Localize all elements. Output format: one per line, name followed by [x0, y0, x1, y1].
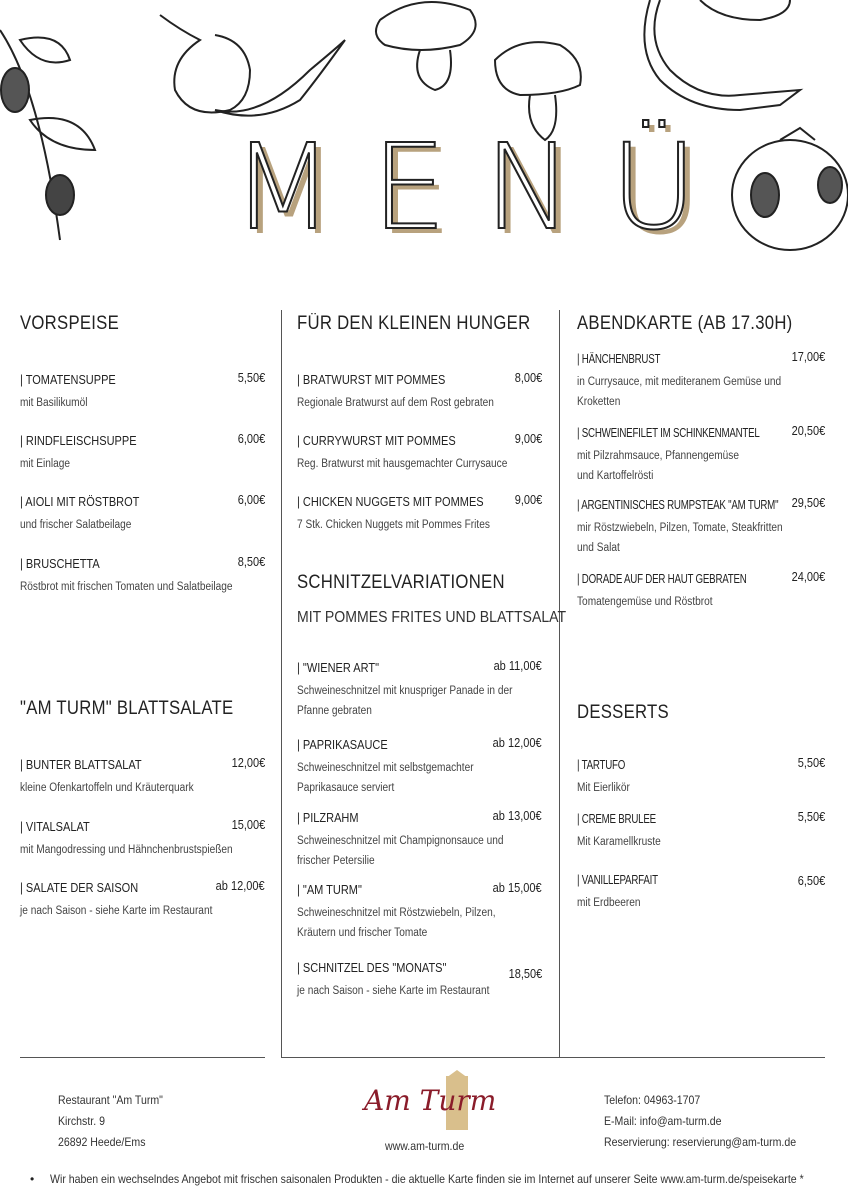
item-price: ab 12,00€	[216, 879, 265, 893]
menu-item	[297, 881, 542, 943]
item-desc: mit Mangodressing und Hähnchenbrustspießen	[20, 844, 233, 856]
item-name: | TOMATENSUPPE	[20, 373, 116, 387]
footer-address	[58, 1090, 163, 1153]
desc-line: Schweineschnitzel mit selbstgemachter	[297, 762, 474, 774]
item-name: | CURRYWURST MIT POMMES	[297, 434, 456, 448]
email[interactable]: E-Mail: info@am-turm.de	[604, 1114, 722, 1128]
item-price: 9,00€	[514, 493, 542, 507]
item-name: | DORADE AUF DER HAUT GEBRATEN	[577, 572, 747, 586]
item-name: | SALATE DER SAISON	[20, 881, 139, 895]
item-price: 24,00€	[791, 570, 825, 584]
footer-note: Wir haben ein wechselndes Angebot mit frischen saisonalen Produkten - die aktuelle Karte finden sie im Internet auf unserer Seite www.am-turm.de/speisekarte *	[50, 1172, 804, 1186]
item-name: | SCHWEINEFILET IM SCHINKENMANTEL	[577, 426, 760, 440]
section-heading: FÜR DEN KLEINEN HUNGER	[297, 313, 531, 334]
reservation-email[interactable]: Reservierung: reservierung@am-turm.de	[604, 1135, 797, 1149]
section-subheading: MIT POMMES FRITES UND BLATTSALAT	[297, 609, 567, 626]
item-desc: 7 Stk. Chicken Nuggets mit Pommes Frites	[297, 519, 490, 531]
item-price: 12,00€	[231, 756, 265, 770]
item-name: | "AM TURM"	[297, 883, 362, 897]
item-desc	[577, 446, 823, 486]
desc-line: Schweineschnitzel mit Röstzwiebeln, Pilzen,	[297, 907, 496, 919]
item-name: | RINDFLEISCHSUPPE	[20, 434, 137, 448]
item-price: 17,00€	[791, 350, 825, 364]
menu-item	[297, 736, 542, 798]
column-divider	[281, 310, 282, 1058]
menu-item	[20, 432, 265, 474]
item-price: 8,00€	[514, 371, 542, 385]
item-price: 8,50€	[237, 555, 265, 569]
item-desc: mit Einlage	[20, 458, 71, 470]
address-line: Restaurant "Am Turm"	[58, 1093, 163, 1107]
menu-item	[20, 555, 265, 597]
desc-line: Schweineschnitzel mit knuspriger Panade in der	[297, 685, 513, 697]
item-name: | ARGENTINISCHES RUMPSTEAK "AM TURM"	[577, 498, 779, 512]
desc-line: Paprikasauce serviert	[297, 782, 395, 794]
item-name: | SCHNITZEL DES "MONATS"	[297, 961, 447, 975]
menu-item	[297, 432, 542, 474]
item-name: | CREME BRULEE	[577, 812, 656, 826]
item-price: 6,00€	[237, 493, 265, 507]
item-name: | HÄNCHENBRUST	[577, 352, 661, 366]
menu-item	[577, 810, 825, 852]
item-desc: Mit Eierlikör	[577, 782, 630, 794]
item-name: | PAPRIKASAUCE	[297, 738, 388, 752]
item-name: | VANILLEPARFAIT	[577, 873, 658, 887]
item-price: 20,50€	[791, 424, 825, 438]
desc-line: frischer Petersilie	[297, 855, 375, 867]
menu-item	[577, 496, 825, 558]
item-price: 6,50€	[797, 874, 825, 888]
item-name: | TARTUFO	[577, 758, 626, 772]
item-desc: Röstbrot mit frischen Tomaten und Salatbeilage	[20, 581, 233, 593]
menu-title: MENÜ	[232, 118, 736, 256]
garlic-icon	[160, 15, 345, 116]
item-price: 18,50€	[508, 967, 542, 981]
desc-line: mir Röstzwiebeln, Pilzen, Tomate, Steakfritten	[577, 522, 783, 534]
item-price: 9,00€	[514, 432, 542, 446]
item-price: 5,50€	[797, 756, 825, 770]
menu-item	[20, 493, 265, 535]
item-price: ab 12,00€	[493, 736, 542, 750]
menu-item	[577, 871, 825, 913]
desc-line: Kräutern und frischer Tomate	[297, 927, 428, 939]
item-desc: mit Basilikumöl	[20, 397, 88, 409]
section-heading: SCHNITZELVARIATIONEN	[297, 572, 505, 593]
item-desc	[577, 518, 823, 558]
item-name: | VITALSALAT	[20, 820, 90, 834]
desc-line: in Currysauce, mit mediteranem Gemüse und	[577, 376, 782, 388]
bullet-icon: •	[30, 1172, 35, 1186]
footer-divider	[20, 1057, 265, 1058]
menu-item	[20, 371, 265, 413]
menu-item	[297, 659, 542, 721]
menu-item	[297, 809, 542, 871]
item-price: 15,00€	[231, 818, 265, 832]
desc-line: Pfanne gebraten	[297, 705, 372, 717]
menu-item	[297, 371, 542, 413]
item-desc: Mit Karamellkruste	[577, 836, 661, 848]
shrimp-icon	[644, 0, 800, 110]
menu-item	[297, 959, 542, 1001]
item-price: ab 13,00€	[493, 809, 542, 823]
menu-item	[577, 570, 825, 612]
section-heading: "AM TURM" BLATTSALATE	[20, 698, 234, 719]
item-desc	[297, 831, 543, 871]
item-price: ab 15,00€	[493, 881, 542, 895]
desc-line: Kroketten	[577, 396, 621, 408]
item-desc: mit Erdbeeren	[577, 897, 641, 909]
desc-line: und Kartoffelrösti	[577, 470, 654, 482]
section-heading: DESSERTS	[577, 702, 669, 723]
phone: Telefon: 04963-1707	[604, 1093, 701, 1107]
item-price: 6,00€	[237, 432, 265, 446]
item-price: ab 11,00€	[493, 659, 542, 673]
item-name: | "WIENER ART"	[297, 661, 379, 675]
menu-item	[577, 756, 825, 798]
item-desc: Regionale Bratwurst auf dem Rost gebraten	[297, 397, 494, 409]
item-name: | BRUSCHETTA	[20, 557, 100, 571]
footer-contact	[604, 1090, 796, 1153]
footer-website[interactable]: www.am-turm.de	[385, 1139, 465, 1153]
item-name: | PILZRAHM	[297, 811, 359, 825]
item-desc	[297, 758, 543, 798]
item-name: | AIOLI MIT RÖSTBROT	[20, 495, 140, 509]
column-divider	[559, 310, 560, 1058]
address-line: Kirchstr. 9	[58, 1114, 105, 1128]
item-desc: je nach Saison - siehe Karte im Restaurant	[297, 985, 490, 997]
menu-item	[20, 818, 265, 860]
menu-item	[297, 493, 542, 535]
desc-line: und Salat	[577, 542, 620, 554]
item-desc	[297, 681, 543, 721]
desc-line: Schweineschnitzel mit Champignonsauce und	[297, 835, 504, 847]
item-desc: Reg. Bratwurst mit hausgemachter Currysauce	[297, 458, 508, 470]
menu-item	[20, 879, 265, 921]
section-heading: ABENDKARTE (AB 17.30H)	[577, 313, 793, 334]
menu-item	[577, 350, 825, 412]
desc-line: mit Pilzrahmsauce, Pfannengemüse	[577, 450, 740, 462]
menu-item	[20, 756, 265, 798]
footer-divider	[281, 1057, 825, 1058]
tower-roof-icon	[446, 1070, 468, 1078]
item-desc: kleine Ofenkartoffeln und Kräuterquark	[20, 782, 194, 794]
tomato-icon	[732, 128, 848, 250]
item-price: 29,50€	[791, 496, 825, 510]
olive-branch-icon	[0, 30, 95, 240]
item-name: | BRATWURST MIT POMMES	[297, 373, 446, 387]
section-heading: VORSPEISE	[20, 313, 120, 334]
menu-item	[577, 424, 825, 486]
item-name: | CHICKEN NUGGETS MIT POMMES	[297, 495, 484, 509]
item-desc	[297, 903, 543, 943]
item-desc: Tomatengemüse und Röstbrot	[577, 596, 713, 608]
item-desc: und frischer Salatbeilage	[20, 519, 132, 531]
restaurant-logo	[362, 1070, 497, 1132]
item-desc	[577, 372, 823, 412]
item-price: 5,50€	[237, 371, 265, 385]
item-price: 5,50€	[797, 810, 825, 824]
item-desc: je nach Saison - siehe Karte im Restaurant	[20, 905, 213, 917]
logo-text: Am Turm	[364, 1084, 497, 1117]
item-name: | BUNTER BLATTSALAT	[20, 758, 142, 772]
address-line: 26892 Heede/Ems	[58, 1135, 146, 1149]
